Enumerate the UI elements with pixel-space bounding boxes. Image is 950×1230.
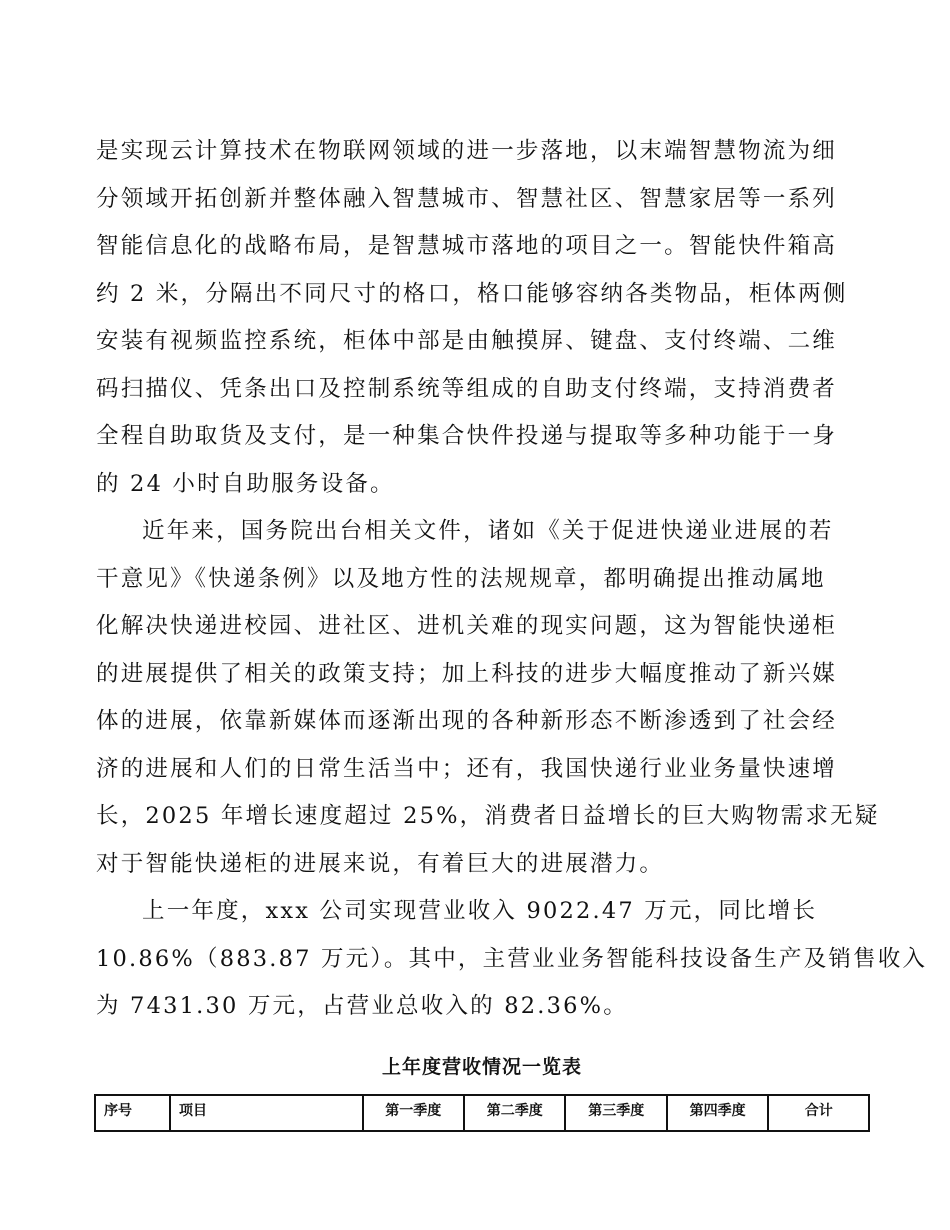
paragraph-revenue-summary: [96, 888, 928, 1031]
text-line: 码扫描仪、凭条出口及控制系统等组成的自助支付终端，支持消费者: [96, 375, 838, 402]
text-line: 约 2 米，分隔出不同尺寸的格口，格口能够容纳各类物品，柜体两侧: [96, 280, 848, 307]
text-line: 全程自助取货及支付，是一种集合快件投递与提取等多种功能于一身: [96, 423, 838, 449]
text-line: 安装有视频监控系统，柜体中部是由触摸屏、键盘、支付终端、二维: [96, 328, 838, 354]
text-line: 智能信息化的战略布局，是智慧城市落地的项目之一。智能快件箱高: [96, 233, 838, 259]
text-line: 近年来，国务院出台相关文件，诸如《关于促进快递业进展的若: [142, 518, 834, 544]
revenue-table: [94, 1094, 870, 1132]
header-q1: 第一季度: [363, 1095, 464, 1131]
header-item: 项目: [170, 1095, 362, 1131]
text-line: 上一年度，xxx 公司实现营业收入 9022.47 万元，同比增长: [142, 898, 818, 924]
text-line: 干意见》《快递条例》以及地方性的法规规章，都明确提出推动属地: [96, 565, 826, 592]
header-q4: 第四季度: [667, 1095, 768, 1131]
text-line: 为 7431.30 万元，占营业总收入的 82.36%。: [96, 993, 628, 1019]
text-line: 济的进展和人们的日常生活当中；还有，我国快递行业业务量快速增: [96, 755, 838, 782]
header-total: 合计: [768, 1095, 869, 1131]
header-seq: 序号: [95, 1095, 170, 1131]
document-body: [96, 128, 928, 1031]
paragraph-smart-locker-description: [96, 128, 848, 508]
header-q3: 第三季度: [565, 1095, 666, 1131]
text-line: 对于智能快递柜的进展来说，有着巨大的进展潜力。: [96, 850, 665, 877]
text-line: 体的进展，依靠新媒体而逐渐出现的各种新形态不断渗透到了社会经: [96, 708, 838, 734]
text-line: 长，2025 年增长速度超过 25%，消费者日益增长的巨大购物需求无疑: [96, 803, 880, 829]
table-title: 上年度营收情况一览表: [381, 1056, 582, 1078]
table-header-row: [95, 1095, 869, 1131]
text-line: 的 24 小时自助服务设备。: [96, 470, 395, 497]
text-line: 化解决快递进校园、进社区、进机关难的现实问题，这为智能快递柜: [96, 613, 838, 639]
text-line: 是实现云计算技术在物联网领域的进一步落地，以末端智慧物流为细: [96, 138, 838, 164]
text-line: 的进展提供了相关的政策支持；加上科技的进步大幅度推动了新兴媒: [96, 660, 838, 687]
header-q2: 第二季度: [464, 1095, 565, 1131]
paragraph-policy-background: [96, 508, 880, 888]
text-line: 分领域开拓创新并整体融入智慧城市、智慧社区、智慧家居等一系列: [96, 185, 838, 212]
text-line: 10.86%（883.87 万元）。其中，主营业业务智能科技设备生产及销售收入: [96, 945, 928, 972]
